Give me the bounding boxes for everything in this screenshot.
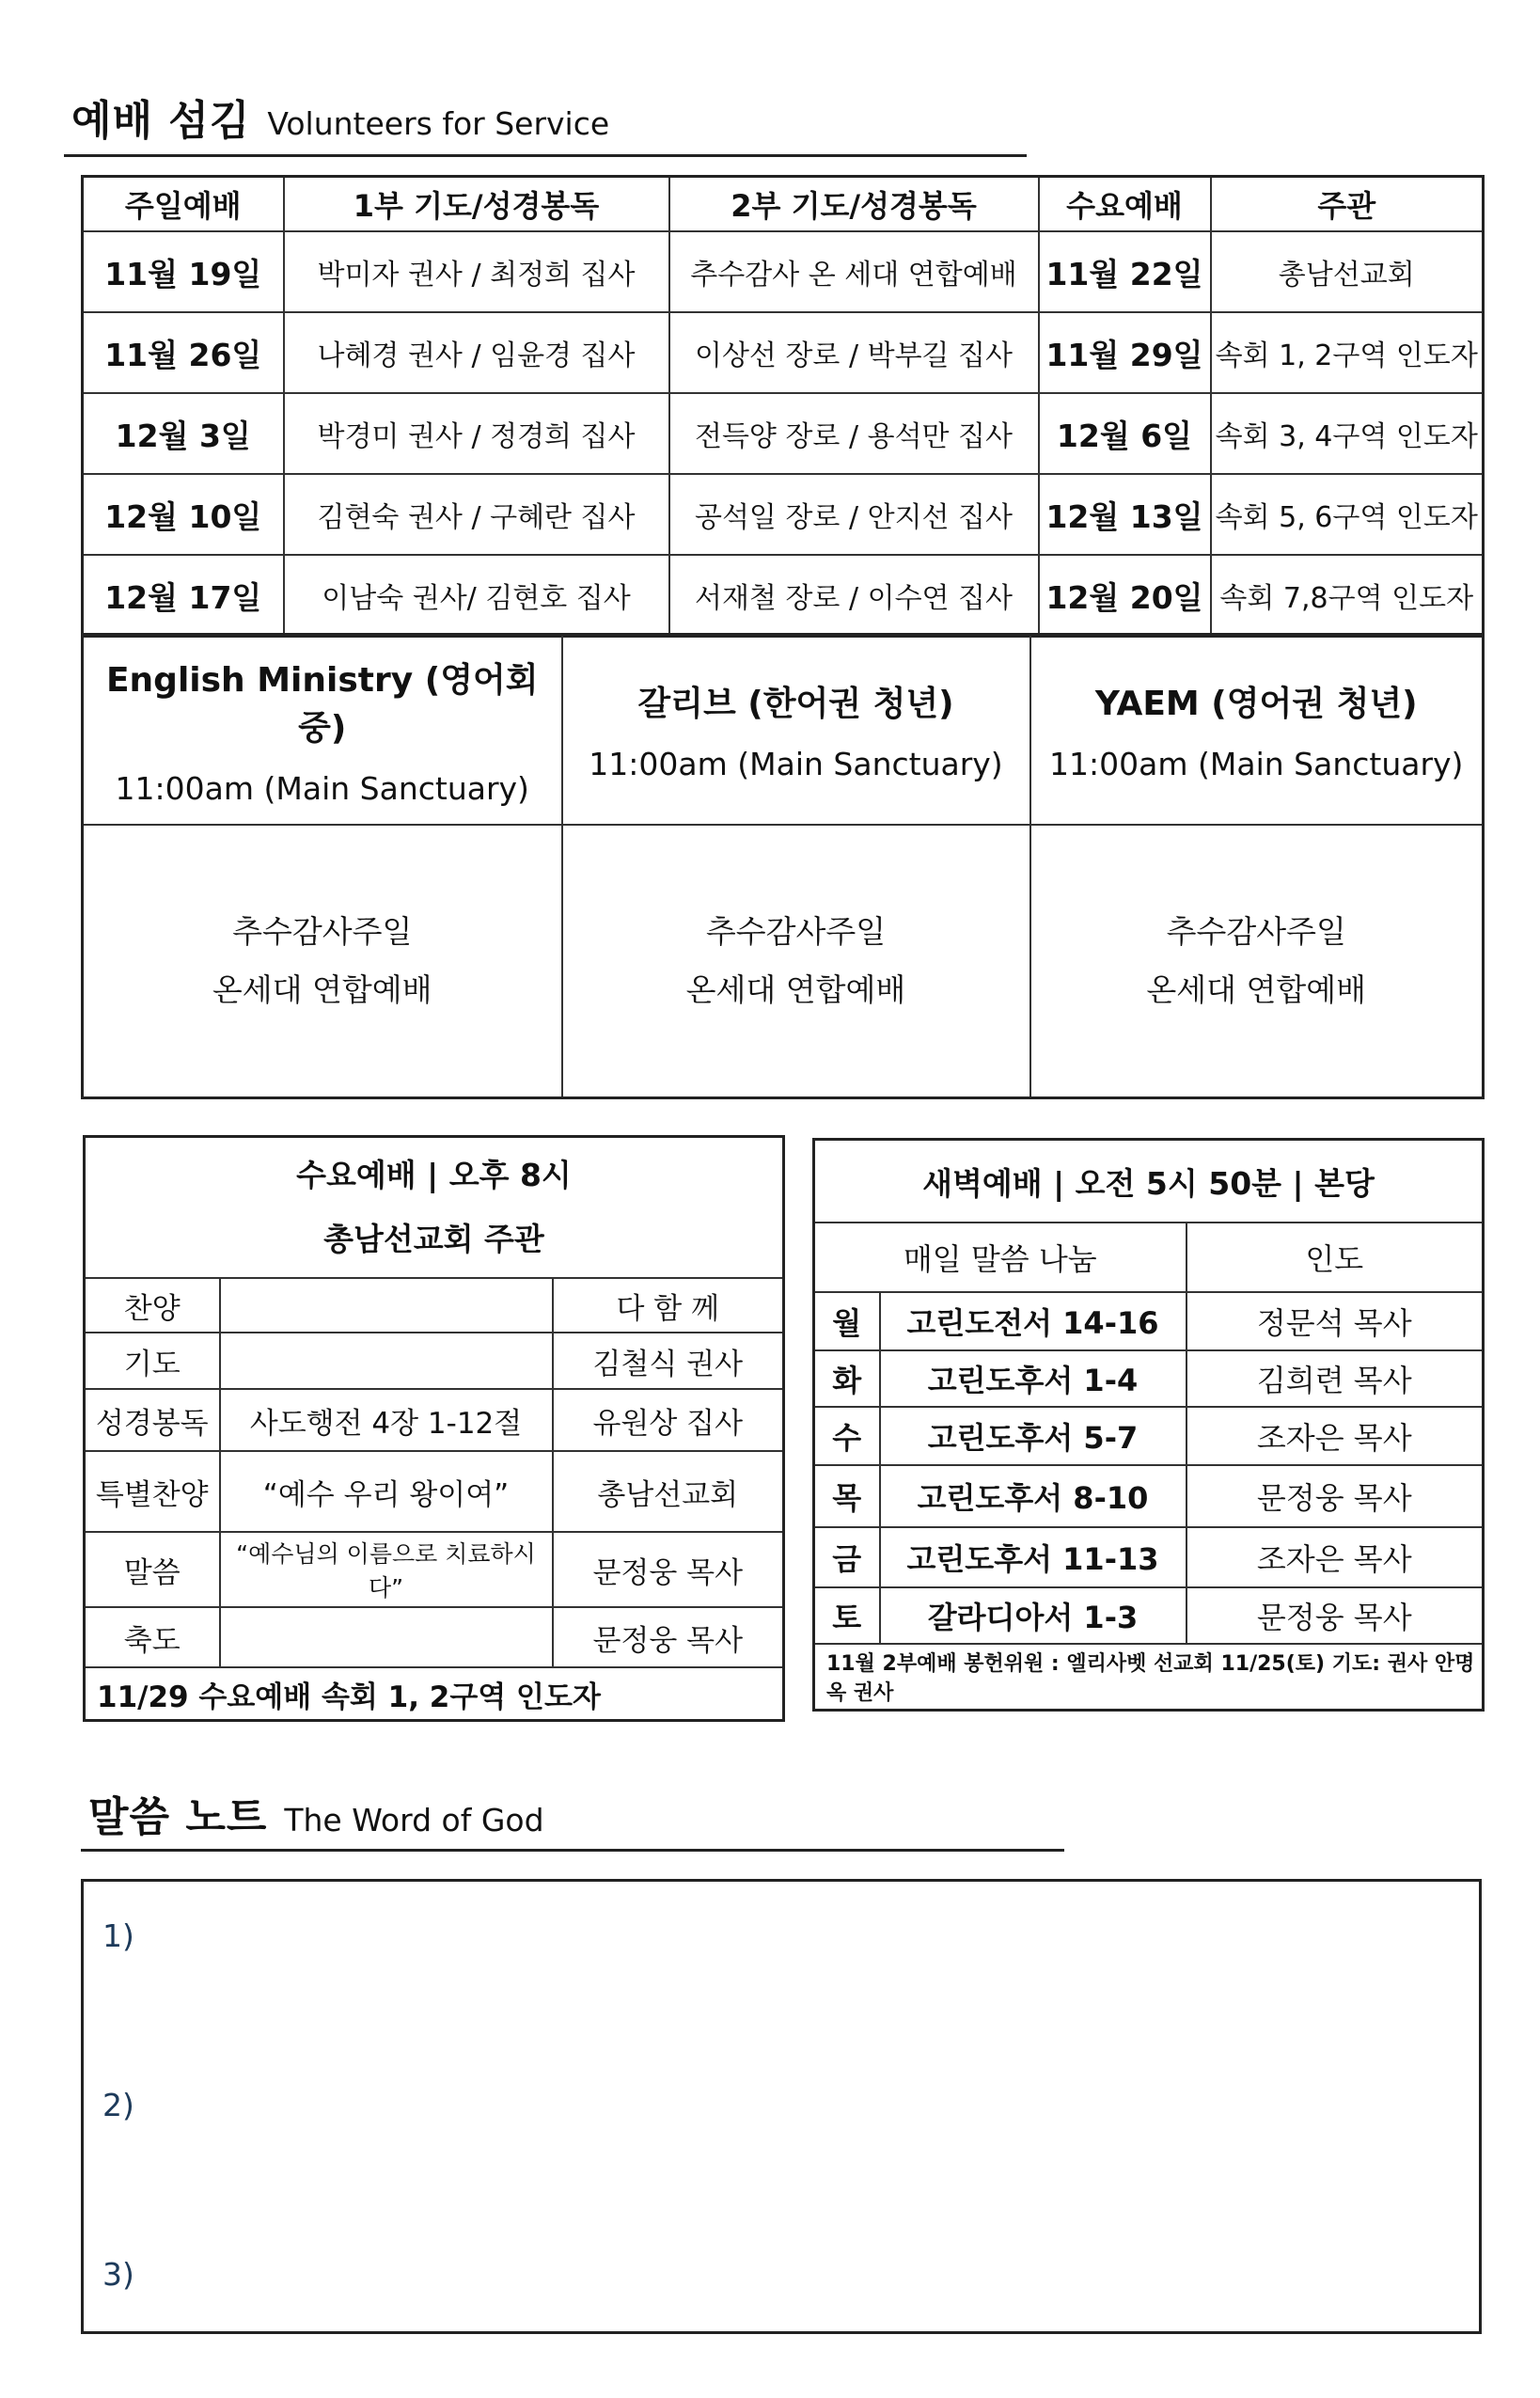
table-row (814, 1407, 1484, 1465)
wednesday-header-row (85, 1137, 784, 1279)
scripture-reference: 갈라디아서 1-3 (880, 1587, 1186, 1644)
dawn-service-table (812, 1138, 1485, 1712)
scripture-reference: 고린도후서 5-7 (880, 1407, 1186, 1465)
wednesday-date: 12월 6일 (1039, 393, 1211, 474)
sunday-date: 12월 3일 (83, 393, 284, 474)
dawn-footer-row (814, 1644, 1484, 1711)
second-service-volunteers: 추수감사 온 세대 연합예배 (669, 231, 1039, 312)
wednesday-date: 12월 13일 (1039, 474, 1211, 555)
order-item: 축도 (85, 1607, 220, 1667)
first-service-volunteers: 나혜경 권사 / 임윤경 집사 (284, 312, 669, 393)
order-item: 말씀 (85, 1532, 220, 1607)
table-row (83, 231, 1484, 312)
scripture-reference: 고린도전서 14-16 (880, 1292, 1186, 1350)
ministry-name: English Ministry (영어회중) (105, 660, 539, 748)
header-second-service: 2부 기도/성경봉독 (669, 177, 1039, 232)
event-line-1: 추수감사주일 (232, 913, 413, 950)
scripture-reference: 고린도후서 1-4 (880, 1350, 1186, 1407)
sermon-notes-box (81, 1879, 1482, 2334)
ministry-yaem (1030, 635, 1484, 826)
leader: 조자은 목사 (1186, 1527, 1484, 1587)
weekday: 토 (814, 1587, 880, 1644)
ministries-event-row (83, 825, 1484, 1098)
wednesday-title: 수요예배 | 오후 8시 (296, 1157, 572, 1193)
weekday: 수 (814, 1407, 880, 1465)
order-item: 특별찬양 (85, 1451, 220, 1532)
second-service-volunteers: 이상선 장로 / 박부길 집사 (669, 312, 1039, 393)
host: 총남선교회 (1211, 231, 1484, 312)
table-row (83, 555, 1484, 637)
volunteers-title (71, 87, 609, 147)
ministry-event (1030, 825, 1484, 1098)
order-content (220, 1607, 553, 1667)
table-row (814, 1350, 1484, 1407)
dawn-subheader-row (814, 1223, 1484, 1292)
order-person: 문정웅 목사 (553, 1607, 784, 1667)
order-content: 사도행전 4장 1-12절 (220, 1389, 553, 1451)
note-item-3: 3) (102, 2256, 134, 2293)
order-person: 다 함 께 (553, 1278, 784, 1333)
leader: 문정웅 목사 (1186, 1587, 1484, 1644)
weekday: 월 (814, 1292, 880, 1350)
dawn-header-row (814, 1140, 1484, 1223)
note-item-2: 2) (102, 2087, 134, 2123)
order-content (220, 1333, 553, 1389)
weekday: 금 (814, 1527, 880, 1587)
order-content: “예수 우리 왕이여” (220, 1451, 553, 1532)
leader: 문정웅 목사 (1186, 1465, 1484, 1527)
event-line-2: 온세대 연합예배 (685, 971, 906, 1008)
host: 속회 3, 4구역 인도자 (1211, 393, 1484, 474)
ministry-name: YAEM (영어권 청년) (1094, 685, 1418, 723)
wednesday-header (85, 1137, 784, 1279)
header-leader: 인도 (1186, 1223, 1484, 1292)
order-person: 총남선교회 (553, 1451, 784, 1532)
ministry-event (83, 825, 562, 1098)
wednesday-footer-row (85, 1667, 784, 1721)
ministry-time: 11:00am (Main Sanctuary) (1049, 746, 1464, 782)
dawn-title: 새벽예배 | 오전 5시 50분 | 본당 (814, 1140, 1484, 1223)
weekday: 목 (814, 1465, 880, 1527)
wednesday-host: 총남선교회 주관 (323, 1221, 544, 1257)
word-title-en: The Word of God (284, 1802, 544, 1838)
ministry-kalib (562, 635, 1030, 826)
order-person: 김철식 권사 (553, 1333, 784, 1389)
table-row (83, 393, 1484, 474)
second-service-volunteers: 전득양 장로 / 용석만 집사 (669, 393, 1039, 474)
ministry-event (562, 825, 1030, 1098)
host: 속회 7,8구역 인도자 (1211, 555, 1484, 637)
wednesday-date: 11월 22일 (1039, 231, 1211, 312)
first-service-volunteers: 박미자 권사 / 최정희 집사 (284, 231, 669, 312)
ministry-time: 11:00am (Main Sanctuary) (589, 746, 1003, 782)
table-row (83, 474, 1484, 555)
ministry-time: 11:00am (Main Sanctuary) (115, 769, 529, 807)
table-row (85, 1389, 784, 1451)
event-line-1: 추수감사주일 (1166, 913, 1346, 950)
order-content (220, 1278, 553, 1333)
second-service-volunteers: 공석일 장로 / 안지선 집사 (669, 474, 1039, 555)
wednesday-date: 11월 29일 (1039, 312, 1211, 393)
table-row (85, 1451, 784, 1532)
order-person: 유원상 집사 (553, 1389, 784, 1451)
table-row (814, 1587, 1484, 1644)
first-service-volunteers: 박경미 권사 / 정경희 집사 (284, 393, 669, 474)
volunteers-header-row (83, 177, 1484, 232)
volunteers-title-en: Volunteers for Service (267, 105, 610, 142)
sunday-date: 11월 26일 (83, 312, 284, 393)
table-row (814, 1527, 1484, 1587)
ministry-name: 갈리브 (한어권 청년) (637, 685, 954, 723)
note-item-1: 1) (102, 1917, 134, 1954)
table-row (85, 1532, 784, 1607)
ministry-english (83, 635, 562, 826)
scripture-reference: 고린도후서 11-13 (880, 1527, 1186, 1587)
leader: 김희련 목사 (1186, 1350, 1484, 1407)
table-row (85, 1607, 784, 1667)
wednesday-footer: 11/29 수요예배 속회 1, 2구역 인도자 (85, 1667, 784, 1721)
leader: 조자은 목사 (1186, 1407, 1484, 1465)
scripture-reference: 고린도후서 8-10 (880, 1465, 1186, 1527)
weekday: 화 (814, 1350, 880, 1407)
title-underline (64, 154, 1027, 157)
order-content: “예수님의 이름으로 치료하시다” (220, 1532, 553, 1607)
event-line-2: 온세대 연합예배 (1146, 971, 1367, 1008)
word-title-ko: 말씀 노트 (88, 1793, 268, 1841)
header-first-service: 1부 기도/성경봉독 (284, 177, 669, 232)
table-row (85, 1333, 784, 1389)
wednesday-date: 12월 20일 (1039, 555, 1211, 637)
header-wednesday: 수요예배 (1039, 177, 1211, 232)
volunteers-title-ko: 예배 섬김 (71, 97, 251, 145)
word-title-underline (81, 1849, 1064, 1852)
table-row (85, 1278, 784, 1333)
first-service-volunteers: 김현숙 권사 / 구혜란 집사 (284, 474, 669, 555)
sunday-date: 11월 19일 (83, 231, 284, 312)
sunday-date: 12월 10일 (83, 474, 284, 555)
order-item: 성경봉독 (85, 1389, 220, 1451)
ministries-info-row (83, 635, 1484, 826)
sunday-date: 12월 17일 (83, 555, 284, 637)
second-service-volunteers: 서재철 장로 / 이수연 집사 (669, 555, 1039, 637)
host: 속회 1, 2구역 인도자 (1211, 312, 1484, 393)
table-row (814, 1465, 1484, 1527)
ministries-table (81, 633, 1485, 1099)
event-line-1: 추수감사주일 (705, 913, 887, 950)
table-row (814, 1292, 1484, 1350)
event-line-2: 온세대 연합예배 (212, 971, 432, 1008)
header-sunday: 주일예배 (83, 177, 284, 232)
leader: 정문석 목사 (1186, 1292, 1484, 1350)
order-item: 찬양 (85, 1278, 220, 1333)
order-person: 문정웅 목사 (553, 1532, 784, 1607)
host: 속회 5, 6구역 인도자 (1211, 474, 1484, 555)
table-row (83, 312, 1484, 393)
dawn-footer: 11월 2부예배 봉헌위원 : 엘리사벳 선교회 11/25(토) 기도: 권사 안명옥 권사 (814, 1644, 1484, 1711)
volunteers-table (81, 175, 1485, 638)
order-item: 기도 (85, 1333, 220, 1389)
first-service-volunteers: 이남숙 권사/ 김현호 집사 (284, 555, 669, 637)
word-title (88, 1783, 544, 1843)
header-host: 주관 (1211, 177, 1484, 232)
header-daily-sharing: 매일 말씀 나눔 (814, 1223, 1186, 1292)
wednesday-service-table (83, 1135, 785, 1722)
